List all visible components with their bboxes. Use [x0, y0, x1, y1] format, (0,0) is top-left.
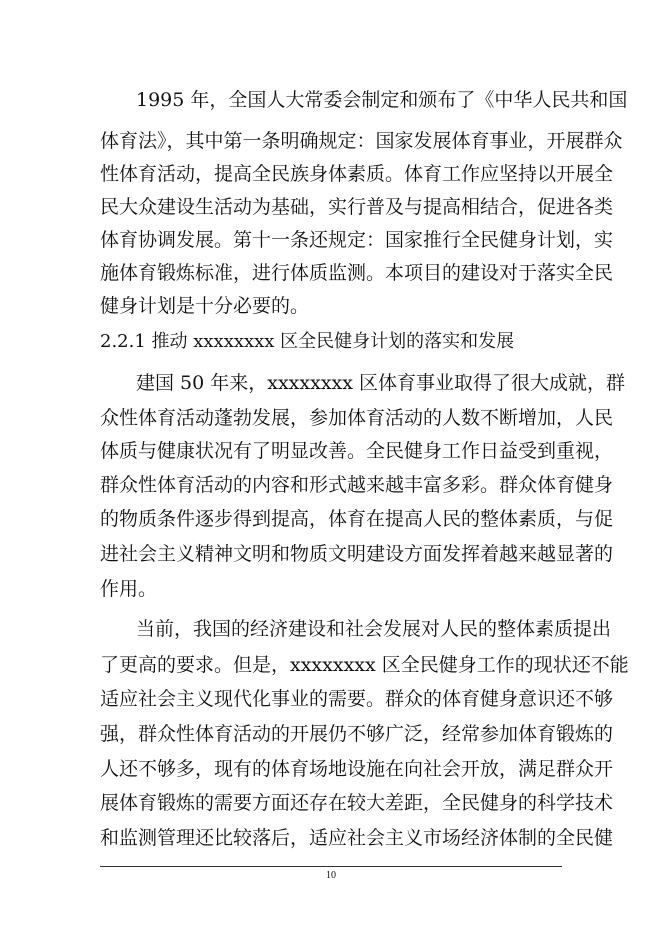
footer-divider	[100, 866, 562, 867]
paragraph-1-line-2: 体育法》，其中第一条明确规定：国家发展体育事业，开展群众	[100, 130, 623, 152]
paragraph-3-line-5: 人还不够多，现有的体育场地设施在向社会开放，满足群众开	[100, 758, 614, 780]
paragraph-1-line-7: 健身计划是十分必要的。	[100, 295, 310, 317]
section-heading: 2.2.1 推动 xxxxxxxx 区全民健身计划的落实和发展	[100, 331, 515, 352]
paragraph-2-line-7: 作用。	[100, 578, 158, 600]
paragraph-3-line-7: 和监测管理还比较落后，适应社会主义市场经济体制的全民健	[100, 827, 614, 849]
paragraph-1-line-3: 性体育活动，提高全民族身体素质。体育工作应坚持以开展全	[100, 163, 614, 185]
paragraph-2-line-3: 体质与健康状况有了明显改善。全民健身工作日益受到重视，	[100, 440, 614, 462]
paragraph-3-line-3: 适应社会主义现代化事业的需要。群众的体育健身意识还不够	[100, 688, 614, 710]
paragraph-3-line-6: 展体育锻炼的需要方面还存在较大差距，全民健身的科学技术	[100, 792, 614, 814]
paragraph-3-line-2: 了更高的要求。但是，xxxxxxxx 区全民健身工作的现状还不能	[100, 654, 629, 676]
paragraph-2-line-6: 进社会主义精神文明和物质文明建设方面发挥着越来越显著的	[100, 543, 614, 565]
paragraph-1-line-4: 民大众建设生活动为基础，实行普及与提高相结合，促进各类	[100, 196, 614, 218]
paragraph-1-line-5: 体育协调发展。第十一条还规定：国家推行全民健身计划，实	[100, 229, 614, 251]
paragraph-1-line-1: 1995 年，全国人大常委会制定和颁布了《中华人民共和国	[136, 89, 628, 111]
paragraph-3-line-4: 强，群众性体育活动的开展仍不够广泛，经常参加体育锻炼的	[100, 723, 614, 745]
paragraph-2-line-2: 众性体育活动蓬勃发展，参加体育活动的人数不断增加，人民	[100, 407, 614, 429]
page-number: 10	[326, 870, 336, 881]
paragraph-3-line-1: 当前，我国的经济建设和社会发展对人民的整体素质提出	[136, 618, 612, 640]
paragraph-2-line-1: 建国 50 年来，xxxxxxxx 区体育事业取得了很大成就，群	[136, 372, 626, 394]
paragraph-2-line-4: 群众性体育活动的内容和形式越来越丰富多彩。群众体育健身	[100, 474, 614, 496]
paragraph-2-line-5: 的物质条件逐步得到提高，体育在提高人民的整体素质，与促	[100, 508, 614, 530]
paragraph-1-line-6: 施体育锻炼标准，进行体质监测。本项目的建设对于落实全民	[100, 262, 614, 284]
